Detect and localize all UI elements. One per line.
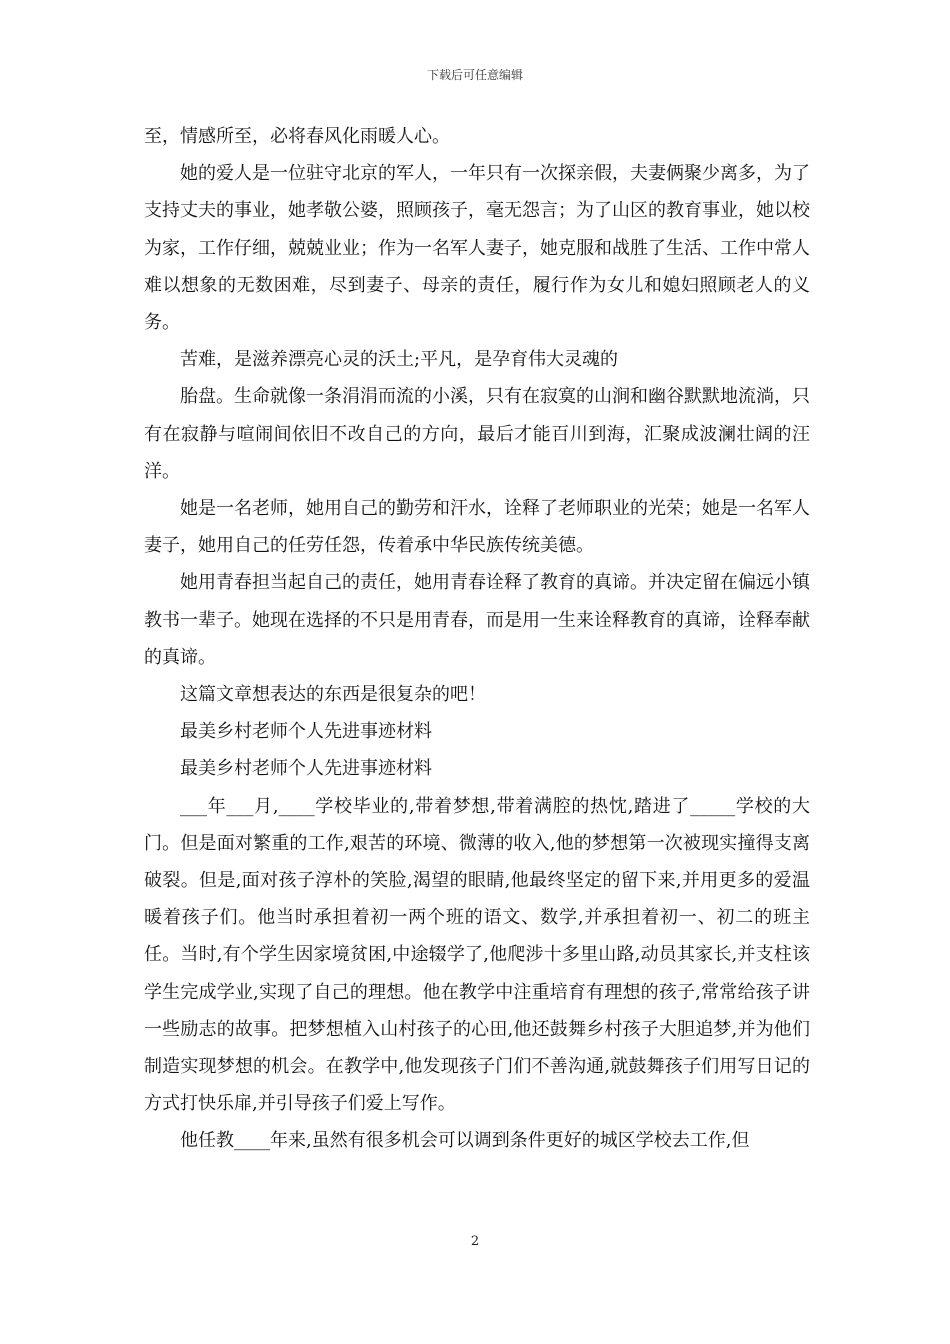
paragraph: 她是一名老师，她用自己的勤劳和汗水，诠释了老师职业的光荣；她是一名军人妻子，她用自己的任劳任怨，传着承中华民族传统美德。	[144, 498, 810, 557]
document-body	[144, 118, 810, 1160]
section-title: 最美乡村老师个人先进事迹材料	[180, 758, 432, 780]
section-title: 最美乡村老师个人先进事迹材料	[180, 721, 432, 743]
paragraph: 她的爱人是一位驻守北京的军人，一年只有一次探亲假，夫妻俩聚少离多，为了支持丈夫的事业，她孝敬公婆，照顾孩子，毫无怨言；为了山区的教育事业，她以校为家，工作仔细，兢兢业业；作为一名军人妻子，她克服和战胜了生活、工作中常人难以想象的无数困难，尽到妻子、母亲的责任，履行作为女儿和媳妇照顾老人的义务。	[144, 163, 810, 334]
paragraph: ___年___月,____学校毕业的,带着梦想,带着满腔的热忱,踏进了_____学校的大门。但是面对繁重的工作,艰苦的环境、微薄的收入,他的梦想第一次被现实撞得支离破裂。但是,面对孩子淳朴的笑脸,渴望的眼睛,他最终坚定的留下来,并用更多的爱温暖着孩子们。他当时承担着初一两个班的语文、数学,并承担着初一、初二的班主任。当时,有个学生因家境贫困,中途辍学了,他爬涉十多里山路,动员其家长,并支柱该学生完成学业,实现了自己的理想。他在教学中注重培育有理想的孩子,常常给孩子讲一些励志的故事。把梦想植入山村孩子的心田,他还鼓舞乡村孩子大胆追梦,并为他们制造实现梦想的机会。在教学中,他发现孩子门们不善沟通,就鼓舞孩子们用写日记的方式打快乐扉,并引导孩子们爱上写作。	[144, 795, 810, 1115]
paragraph-continuation: 至，情感所至，必将春风化雨暖人心。	[144, 126, 450, 147]
paragraph: 胎盘。生命就像一条涓涓而流的小溪，只有在寂寞的山涧和幽谷默默地流淌，只有在寂静与喧闹间依旧不改自己的方向，最后才能百川到海，汇聚成波澜壮阔的汪洋。	[144, 386, 810, 482]
paragraph: 她用青春担当起自己的责任，她用青春诠释了教育的真谛。并决定留在偏远小镇教书一辈子。她现在选择的不只是用青春，而是用一生来诠释教育的真谛，诠释奉献的真谛。	[144, 572, 810, 668]
paragraph: 苦难，是滋养漂亮心灵的沃土;平凡，是孕育伟大灵魂的	[180, 349, 619, 371]
paragraph: 这篇文章想表达的东西是很复杂的吧！	[180, 684, 486, 706]
page-header-note: 下载后可任意编辑	[426, 68, 523, 82]
paragraph: 他任教____年来,虽然有很多机会可以调到条件更好的城区学校去工作,但	[180, 1130, 750, 1152]
page-number: 2	[470, 1234, 480, 1249]
